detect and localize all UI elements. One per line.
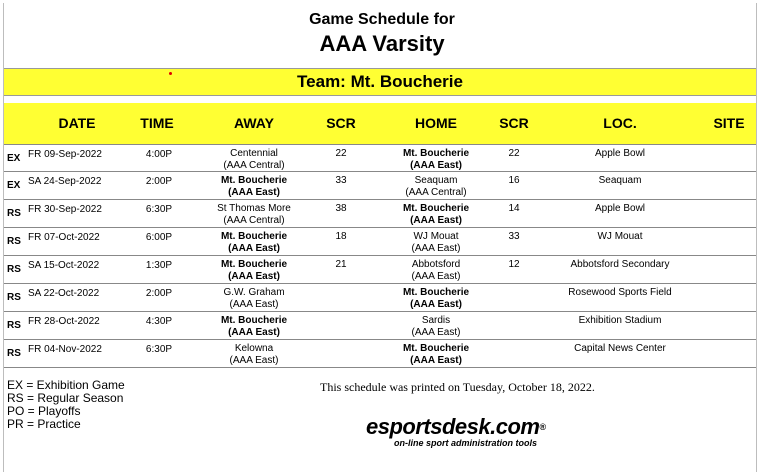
home-team-division: (AAA East) (410, 215, 462, 226)
away-score (316, 312, 366, 315)
home-score (489, 340, 539, 343)
game-time: 1:30P (145, 260, 173, 271)
home-team-division: (AAA Central) (405, 187, 467, 198)
game-time: 2:00P (145, 176, 173, 187)
home-score (489, 284, 539, 287)
away-team (184, 284, 324, 311)
table-row (4, 340, 756, 368)
game-type: RS (7, 348, 21, 359)
game-date: SA 24-Sep-2022 (28, 176, 102, 187)
game-type: RS (7, 208, 21, 219)
home-team-division: (AAA East) (410, 160, 462, 171)
game-type: RS (7, 320, 21, 331)
home-team-name: Mt. Boucherie (402, 287, 470, 298)
table-row (4, 284, 756, 312)
logo-tagline: on-line sport administration tools (394, 438, 538, 448)
away-team-name: St Thomas More (217, 203, 291, 214)
legend (7, 379, 125, 431)
game-date: FR 07-Oct-2022 (28, 232, 100, 243)
legend-item: EX = Exhibition Game (7, 378, 125, 392)
game-location: WJ Mouat (597, 231, 643, 242)
home-team (366, 172, 506, 199)
game-time: 6:30P (145, 344, 173, 355)
home-team (366, 284, 506, 311)
game-date: SA 22-Oct-2022 (28, 288, 100, 299)
away-score (316, 340, 366, 343)
away-team (184, 312, 324, 339)
away-team (184, 172, 324, 199)
legend-item: RS = Regular Season (7, 391, 124, 405)
red-dot-icon (169, 72, 172, 75)
away-team-division: (AAA East) (229, 299, 279, 310)
game-type: RS (7, 236, 21, 247)
game-location: Apple Bowl (594, 148, 646, 159)
game-location: Capital News Center (574, 343, 666, 354)
away-team (184, 145, 324, 172)
home-score: 12 (508, 259, 520, 270)
home-team (366, 340, 506, 367)
home-team-name: Seaquam (414, 175, 458, 186)
home-team-division: (AAA East) (411, 271, 461, 282)
home-team-name: WJ Mouat (413, 231, 459, 242)
home-score: 16 (508, 175, 520, 186)
game-type: RS (7, 264, 21, 275)
table-row (4, 172, 756, 200)
game-type: EX (7, 153, 21, 164)
away-team-division: (AAA East) (228, 187, 280, 198)
esportsdesk-logo[interactable] (366, 416, 576, 448)
table-row (4, 144, 756, 172)
home-score: 14 (508, 203, 520, 214)
team-banner (4, 68, 756, 96)
header-away: AWAY (234, 115, 274, 131)
home-team-division: (AAA East) (410, 355, 462, 366)
home-team (366, 256, 506, 283)
game-time: 6:00P (145, 232, 173, 243)
game-location: Apple Bowl (594, 203, 646, 214)
away-team-name: Mt. Boucherie (220, 259, 288, 270)
away-team (184, 256, 324, 283)
game-type: RS (7, 292, 21, 303)
away-team-name: Mt. Boucherie (220, 315, 288, 326)
printed-note: This schedule was printed on Tuesday, October 18, 2022. (320, 380, 595, 394)
home-team-name: Mt. Boucherie (402, 148, 470, 159)
away-team (184, 340, 324, 367)
home-team-name: Mt. Boucherie (402, 343, 470, 354)
home-team-name: Mt. Boucherie (402, 203, 470, 214)
away-team-division: (AAA East) (229, 355, 279, 366)
table-row (4, 200, 756, 228)
home-team-name: Abbotsford (411, 259, 461, 270)
schedule-rows (4, 144, 756, 368)
team-label: Team: Mt. Boucherie (297, 72, 463, 91)
away-team-name: Centennial (230, 148, 278, 159)
game-location: Seaquam (598, 175, 642, 186)
home-score: 33 (508, 231, 520, 242)
away-score (316, 284, 366, 287)
header-site: SITE (713, 115, 745, 131)
home-team-name: Sardis (421, 315, 451, 326)
game-time: 6:30P (145, 204, 173, 215)
legend-item: PO = Playoffs (7, 404, 81, 418)
legend-item: PR = Practice (7, 417, 81, 431)
game-location: Abbotsford Secondary (570, 259, 670, 270)
away-score: 18 (335, 231, 347, 242)
away-team-division: (AAA Central) (223, 160, 285, 171)
home-team (366, 145, 506, 172)
home-team-division: (AAA East) (411, 327, 461, 338)
header-time: TIME (140, 115, 174, 131)
game-time: 4:00P (145, 149, 173, 160)
home-score (489, 312, 539, 315)
game-date: SA 15-Oct-2022 (28, 260, 100, 271)
home-team (366, 228, 506, 255)
logo-reg: ® (539, 422, 546, 432)
header-location: LOC. (603, 115, 637, 131)
home-team-division: (AAA East) (410, 299, 462, 310)
table-row (4, 256, 756, 284)
page-title (0, 10, 764, 58)
title-line-2: AAA Varsity (319, 31, 445, 56)
header-home-score: SCR (499, 115, 529, 131)
away-team (184, 228, 324, 255)
table-row (4, 312, 756, 340)
away-score: 21 (335, 259, 347, 270)
away-team-division: (AAA East) (228, 271, 280, 282)
away-team-division: (AAA Central) (223, 215, 285, 226)
home-team (366, 312, 506, 339)
game-type: EX (7, 180, 21, 191)
logo-name: esportsdesk.com (366, 414, 540, 439)
home-team (366, 200, 506, 227)
away-score: 38 (335, 203, 347, 214)
header-home: HOME (415, 115, 457, 131)
away-team-name: Mt. Boucherie (220, 175, 288, 186)
away-team-division: (AAA East) (228, 327, 280, 338)
schedule-header (4, 103, 756, 144)
away-score: 22 (335, 148, 347, 159)
game-location: Exhibition Stadium (578, 315, 662, 326)
game-date: FR 04-Nov-2022 (28, 344, 102, 355)
home-team-division: (AAA East) (411, 243, 461, 254)
table-row (4, 228, 756, 256)
away-score: 33 (335, 175, 347, 186)
game-time: 4:30P (145, 316, 173, 327)
away-team-division: (AAA East) (228, 243, 280, 254)
game-time: 2:00P (145, 288, 173, 299)
game-date: FR 30-Sep-2022 (28, 204, 102, 215)
away-team-name: Mt. Boucherie (220, 231, 288, 242)
game-location: Rosewood Sports Field (568, 287, 672, 298)
title-line-1: Game Schedule for (309, 11, 455, 28)
away-team-name: Kelowna (234, 343, 274, 354)
away-team (184, 200, 324, 227)
header-date: DATE (58, 115, 96, 131)
away-team-name: G.W. Graham (223, 287, 285, 298)
home-score: 22 (508, 148, 520, 159)
game-date: FR 09-Sep-2022 (28, 149, 102, 160)
header-away-score: SCR (326, 115, 356, 131)
game-date: FR 28-Oct-2022 (28, 316, 100, 327)
